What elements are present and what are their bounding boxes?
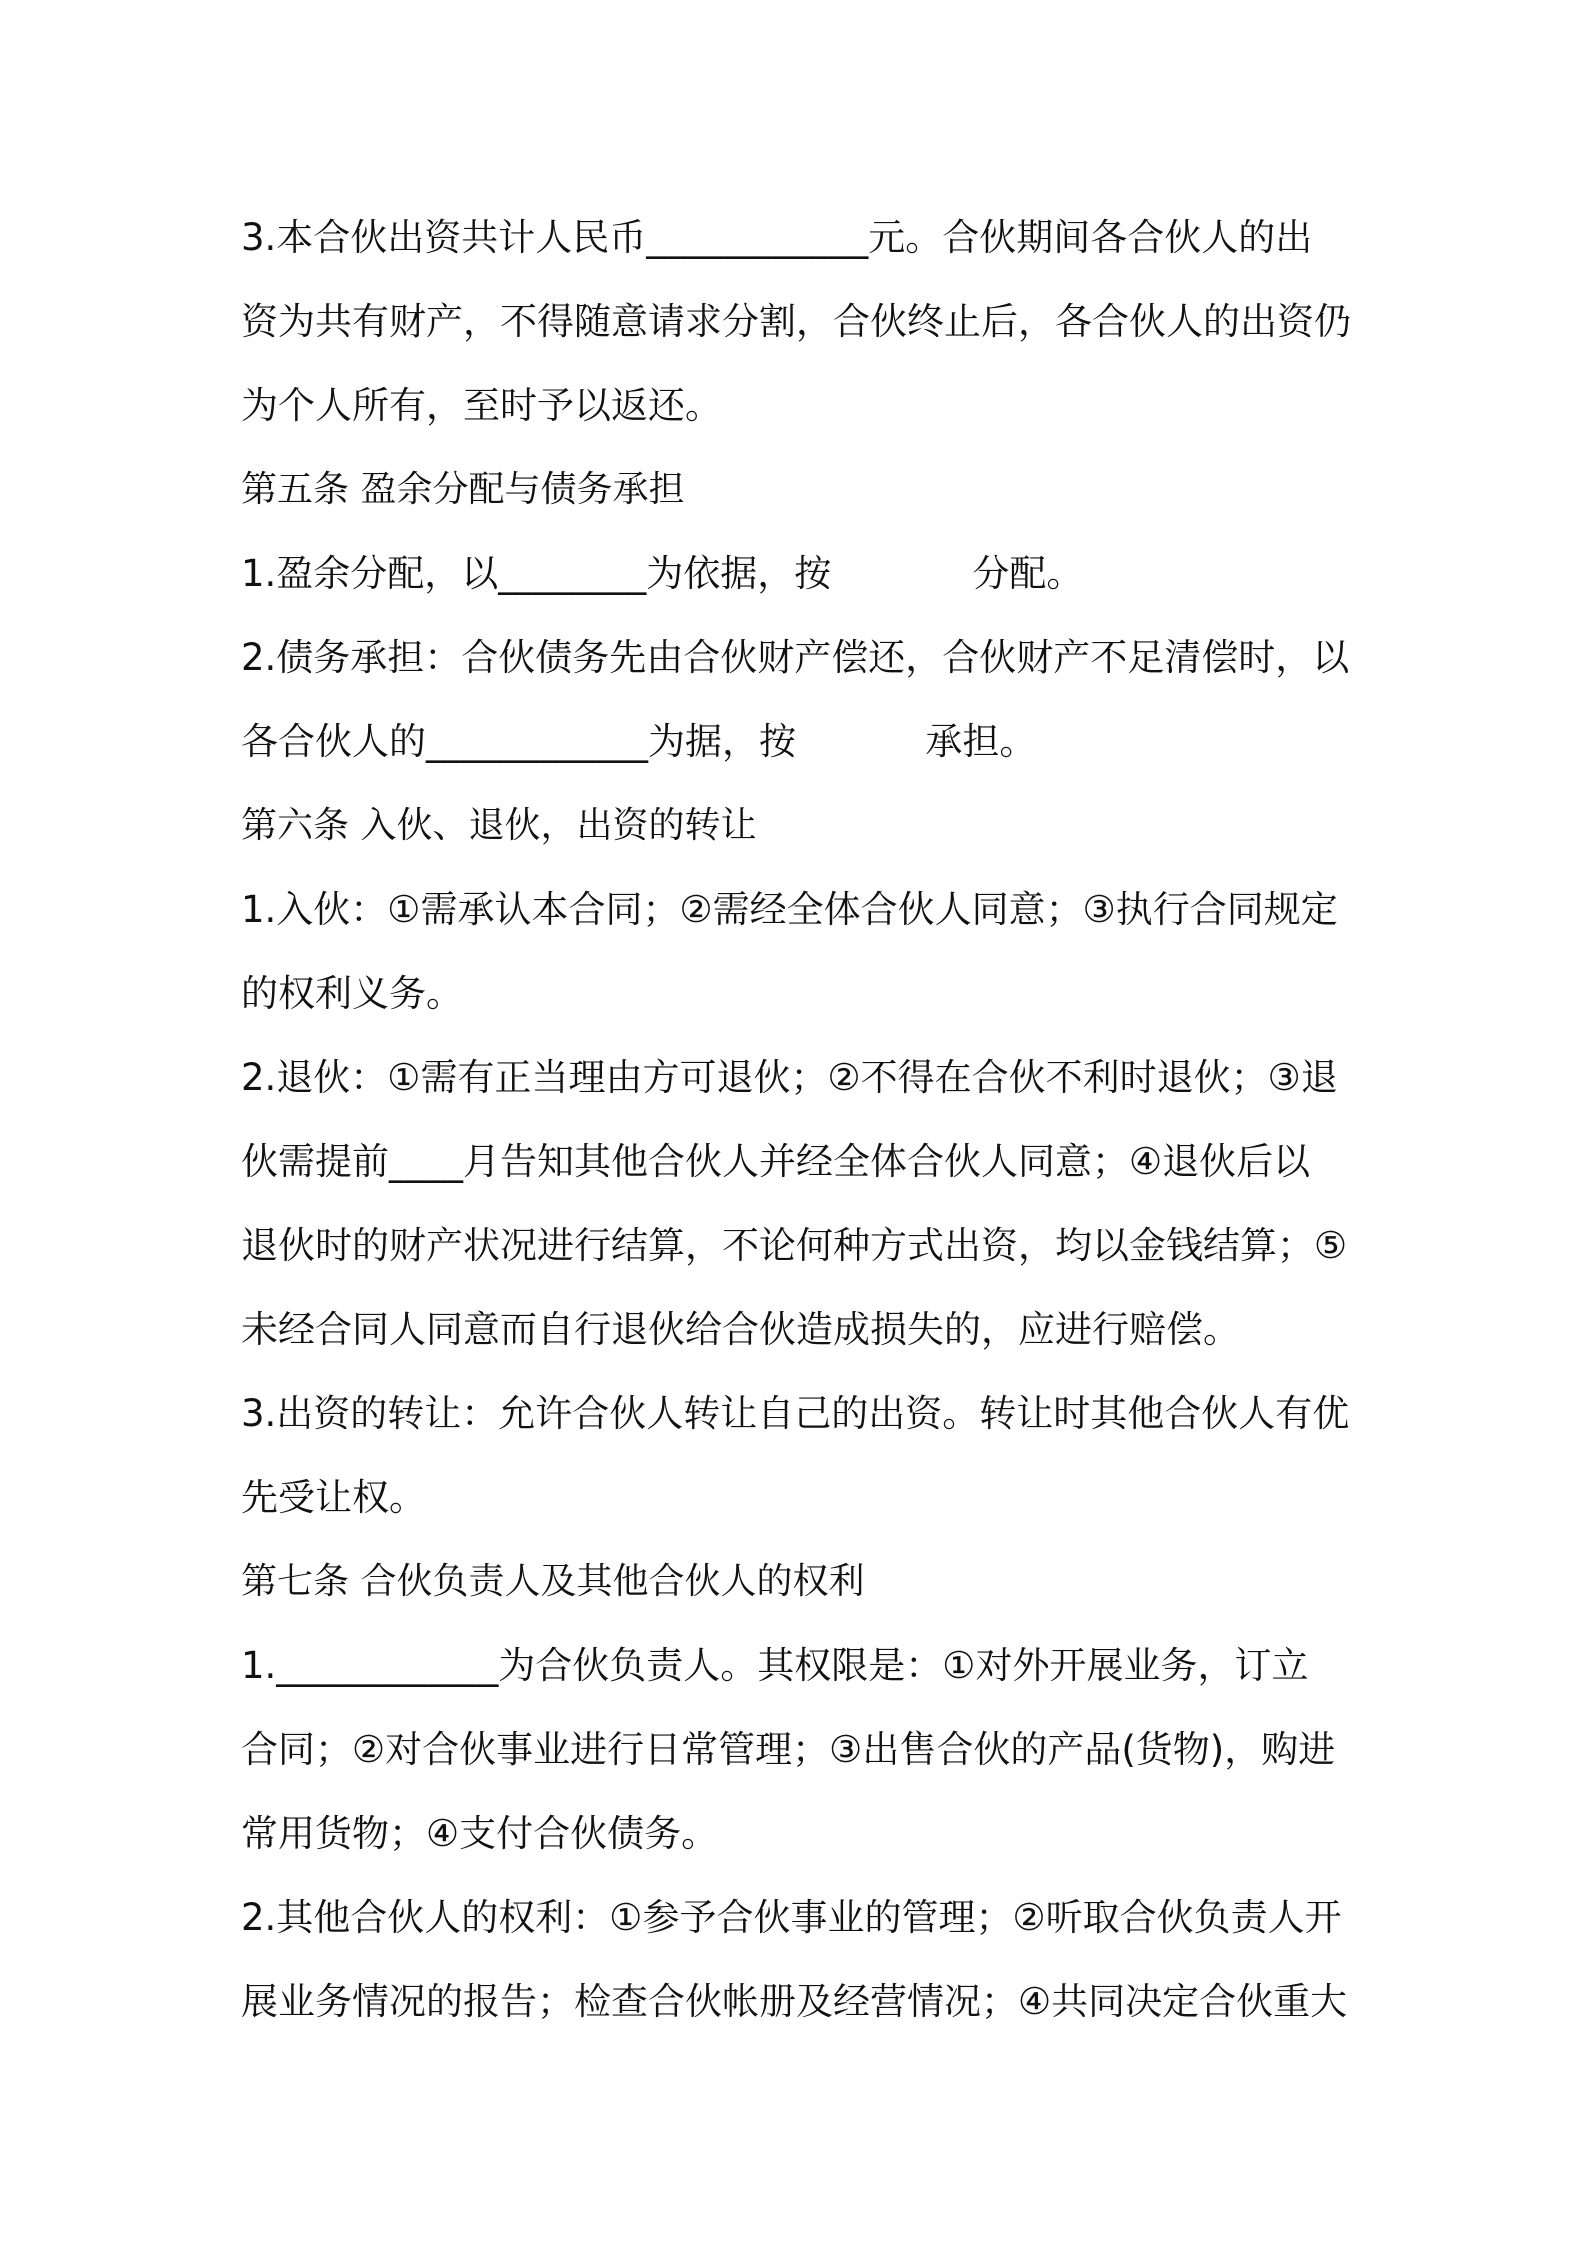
- clause-text-line: 1.盈余分配，以________为依据，按 分配。: [241, 552, 1084, 595]
- article-heading: 第七条 合伙负责人及其他合伙人的权利: [241, 1561, 865, 1602]
- clause-text-line: 2.其他合伙人的权利：①参予合伙事业的管理；②听取合伙负责人开: [241, 1896, 1342, 1939]
- clause-text-line: 3.本合伙出资共计人民币____________元。合伙期间各合伙人的出: [241, 216, 1313, 259]
- clause-text-line: 退伙时的财产状况进行结算，不论何种方式出资，均以金钱结算；⑤: [241, 1224, 1348, 1267]
- clause-text-line: 常用货物；④支付合伙债务。: [241, 1812, 719, 1855]
- clause-text-line: 3.出资的转让：允许合伙人转让自己的出资。转让时其他合伙人有优: [241, 1392, 1350, 1435]
- clause-text-line: 伙需提前____月告知其他合伙人并经全体合伙人同意；④退伙后以: [241, 1140, 1311, 1183]
- clause-text-line: 的权利义务。: [241, 972, 463, 1015]
- clause-text-line: 为个人所有，至时予以返还。: [241, 384, 722, 427]
- clause-text-line: 先受让权。: [241, 1476, 426, 1519]
- clause-text-line: 1.入伙：①需承认本合同；②需经全体合伙人同意；③执行合同规定: [241, 888, 1338, 931]
- clause-text-line: 2.退伙：①需有正当理由方可退伙；②不得在合伙不利时退伙；③退: [241, 1056, 1338, 1099]
- clause-text-line: 未经合同人同意而自行退伙给合伙造成损失的，应进行赔偿。: [241, 1308, 1240, 1351]
- clause-text-line: 展业务情况的报告；检查合伙帐册及经营情况；④共同决定合伙重大: [241, 1980, 1348, 2023]
- document-page: [241, 196, 1361, 2044]
- article-heading: 第六条 入伙、退伙，出资的转让: [241, 805, 757, 846]
- clause-text-line: 合同；②对合伙事业进行日常管理；③出售合伙的产品(货物)，购进: [241, 1728, 1336, 1771]
- clause-text-line: 2.债务承担：合伙债务先由合伙财产偿还，合伙财产不足清偿时，以: [241, 636, 1350, 679]
- clause-text-line: 资为共有财产，不得随意请求分割，合伙终止后，各合伙人的出资仍: [241, 300, 1351, 343]
- clause-text-line: 各合伙人的____________为据，按 承担。: [241, 720, 1037, 763]
- article-heading: 第五条 盈余分配与债务承担: [241, 469, 685, 510]
- clause-text-line: 1.____________为合伙负责人。其权限是：①对外开展业务，订立: [241, 1644, 1309, 1687]
